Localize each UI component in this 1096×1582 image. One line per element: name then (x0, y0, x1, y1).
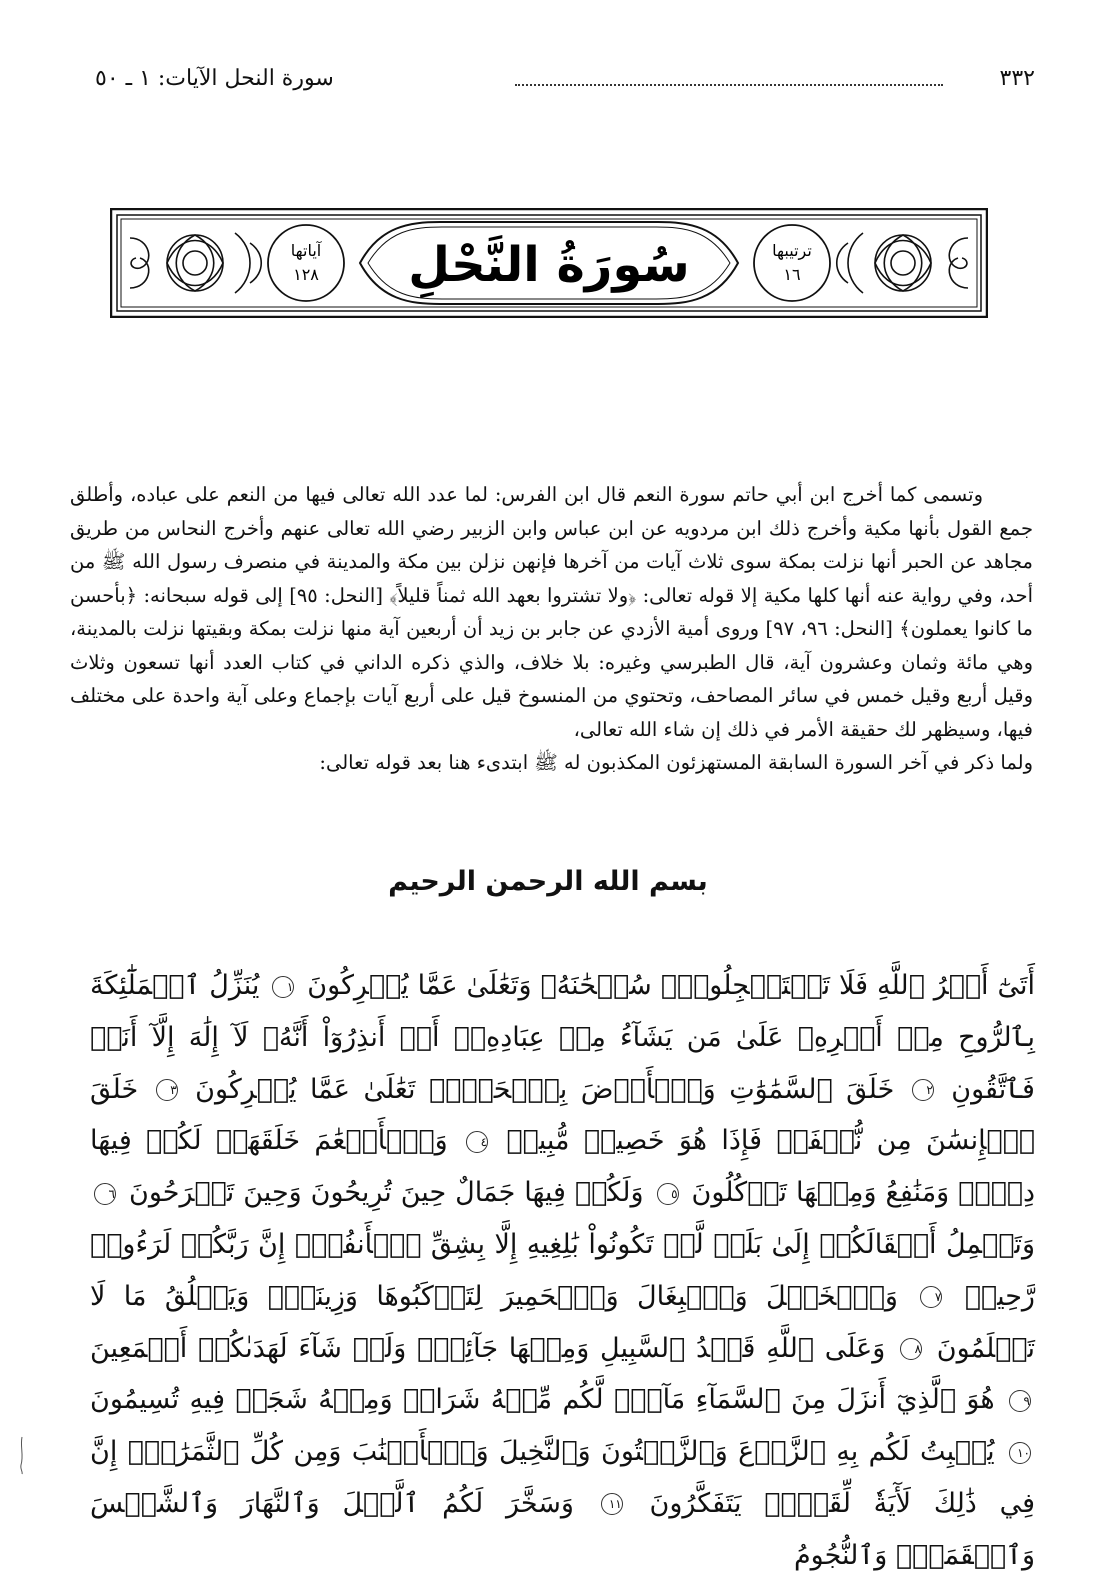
verse-text: وَعَلَى ٱللَّهِ قَصۡدُ ٱلسَّبِيلِ وَمِنۡهَا جَآئِرٞۚ وَلَوۡ شَآءَ لَهَدَىٰكُمۡ أَجۡمَعِينَ (90, 1332, 886, 1364)
verse-number-marker: ٨ (900, 1338, 922, 1360)
verse-number-marker: ٥ (657, 1183, 679, 1205)
surah-title: سُورَةُ النَّحْلِ (408, 237, 690, 293)
verse-number-marker: ٣ (156, 1079, 178, 1101)
verse-number-marker: ٢ (912, 1079, 934, 1101)
verse-text: وَتَحۡمِلُ أَثۡقَالَكُمۡ إِلَىٰ بَلَدٖ لَّمۡ تَكُونُواْ بَٰلِغِيهِ إِلَّا بِشِقِّ ٱلۡأَنفُسِۚ إِنَّ رَبَّكُمۡ لَرَءُوفٞ رَّحِيمٞ (90, 1228, 1035, 1312)
running-title: سورة النحل الآيات: ١ ـ ٥٠ (95, 66, 334, 91)
verse-text: وَٱلۡخَيۡلَ وَٱلۡبِغَالَ وَٱلۡحَمِيرَ لِتَرۡكَبُوهَا وَزِينَةٗۚ وَيَخۡلُقُ مَا لَا تَعۡلَمُونَ (90, 1280, 1035, 1364)
verse-number-marker: ٤ (466, 1131, 488, 1153)
verse-text: يُنَزِّلُ ٱلۡمَلَٰٓئِكَةَ بِٱلرُّوحِ مِنۡ أَمۡرِهِۦ عَلَىٰ مَن يَشَآءُ مِنۡ عِبَادِهِۦٓ أَنۡ أَنذِرُوٓاْ أَنَّهُۥ لَآ إِلَٰهَ إِلَّآ أَنَا۠ فَٱتَّقُونِ (90, 970, 1035, 1105)
basmala: بسم الله الرحمن الرحيم (388, 866, 708, 897)
page-number: ٣٣٢ (999, 66, 1035, 91)
header-leader-dots (515, 84, 943, 86)
verse-text: خَلَقَ ٱلسَّمَٰوَٰتِ وَٱلۡأَرۡضَ بِٱلۡحَقِّۚ تَعَٰلَىٰ عَمَّا يُشۡرِكُونَ (195, 1073, 895, 1105)
margin-mark (18, 1435, 26, 1475)
surah-title-frame (110, 208, 988, 318)
intro-closing-line: ولما ذكر في آخر السورة السابقة المستهزئون المكذبون له ﷺ ابتدىء هنا بعد قوله تعالى: (319, 751, 1033, 774)
verse-text: وَٱلۡأَنۡعَٰمَ خَلَقَهَاۗ لَكُمۡ فِيهَا دِفۡءٞ وَمَنَٰفِعُ وَمِنۡهَا تَأۡكُلُونَ (90, 1125, 1036, 1209)
verse-text: وَلَكُمۡ فِيهَا جَمَالٌ حِينَ تُرِيحُونَ وَحِينَ تَسۡرَحُونَ (128, 1177, 644, 1209)
verse-text: يُنۢبِتُ لَكُم بِهِ ٱلزَّرۡعَ وَٱلزَّيۡتُونَ وَٱلنَّخِيلَ وَٱلۡأَعۡنَٰبَ وَمِن كُلِّ ٱلثَّمَرَٰتِۚ إِنَّ فِي ذَٰلِكَ لَأٓيَةٗ لِّقَوۡمٖ يَتَفَكَّرُونَ (90, 1436, 1035, 1519)
introduction-text (70, 478, 1033, 780)
verse-text: خَلَقَ ٱلۡإِنسَٰنَ مِن نُّطۡفَةٖ فَإِذَا هُوَ خَصِيمٞ مُّبِينٞ (90, 1073, 1035, 1157)
verse-number-marker: ٦ (94, 1183, 116, 1205)
quran-text (90, 960, 1035, 1582)
order-medallion (754, 225, 830, 301)
left-ornament (130, 233, 261, 293)
verse-continuation: وَسَخَّرَ لَكُمُ ٱلَّيۡلَ وَٱلنَّهَارَ وَٱلشَّمۡسَ وَٱلۡقَمَرَۖ وَٱلنُّجُومُ (90, 1487, 1035, 1571)
verses-label: آياتها (290, 241, 322, 260)
verse-text: هُوَ ٱلَّذِيٓ أَنزَلَ مِنَ ٱلسَّمَآءِ مَآءٗۖ لَّكُم مِّنۡهُ شَرَابٞ وَمِنۡهُ شَجَرٞ فِيهِ تُسِيمُونَ (90, 1384, 995, 1416)
verses-medallion (268, 225, 344, 301)
intro-paragraph: وتسمى كما أخرج ابن أبي حاتم سورة النعم قال ابن الفرس: لما عدد الله تعالى فيها من النعم على عباده، وأطلق جمع القول بأنها مكية وأخرج ذلك ابن مردويه عن ابن عباس وابن الزبير رضي الله تعالى عنهم وأخرج النحاس من طريق مجاهد عن الحبر أنها نزلت بمكة سوى ثلاث آيات من آخرها فإنهن نزلن بين مكة والمدينة في منصرف رسول الله ﷺ من أحد، وفي رواية عنه أنها كلها مكية إلا قوله تعالى: ﴿ولا تشتروا بعهد الله ثمناً قليلاً﴾ [النحل: ٩٥] إلى قوله سبحانه: ﴿بأحسن ما كانوا يعملون﴾ [النحل: ٩٦، ٩٧] وروى أمية الأزدي عن جابر بن زيد أن أربعين آية منها نزلت بمكة وبقيتها نزلت بالمدينة، وهي مائة وثمان وعشرون آية، قال الطبرسي وغيره: بلا خلاف، والذي ذكره الداني في كتاب العدد أنها تسعون وثلاث وقيل أربع وقيل خمس في سائر المصاحف، وتحتوي من المنسوخ قيل على أربع آيات بإجماع وعلى آية واحدة على مختلف فيها، وسيظهر لك حقيقة الأمر في ذلك إن شاء الله تعالى، (70, 483, 1033, 741)
right-ornament (837, 233, 968, 293)
verse-number-marker: ١١ (601, 1493, 623, 1515)
order-number: ١٦ (783, 265, 801, 284)
verse-number-marker: ٩ (1009, 1390, 1031, 1412)
verses-count: ١٢٨ (293, 265, 319, 284)
order-label: ترتيبها (772, 241, 812, 260)
running-header (95, 62, 1035, 96)
verse-number-marker: ٧ (920, 1286, 942, 1308)
verse-number-marker: ١ (272, 976, 294, 998)
verse-text: أَتَىٰٓ أَمۡرُ ٱللَّهِ فَلَا تَسۡتَعۡجِلُوهُۚ سُبۡحَٰنَهُۥ وَتَعَٰلَىٰ عَمَّا يُشۡرِكُونَ (307, 970, 1035, 1001)
verse-number-marker: ١٠ (1009, 1442, 1031, 1464)
